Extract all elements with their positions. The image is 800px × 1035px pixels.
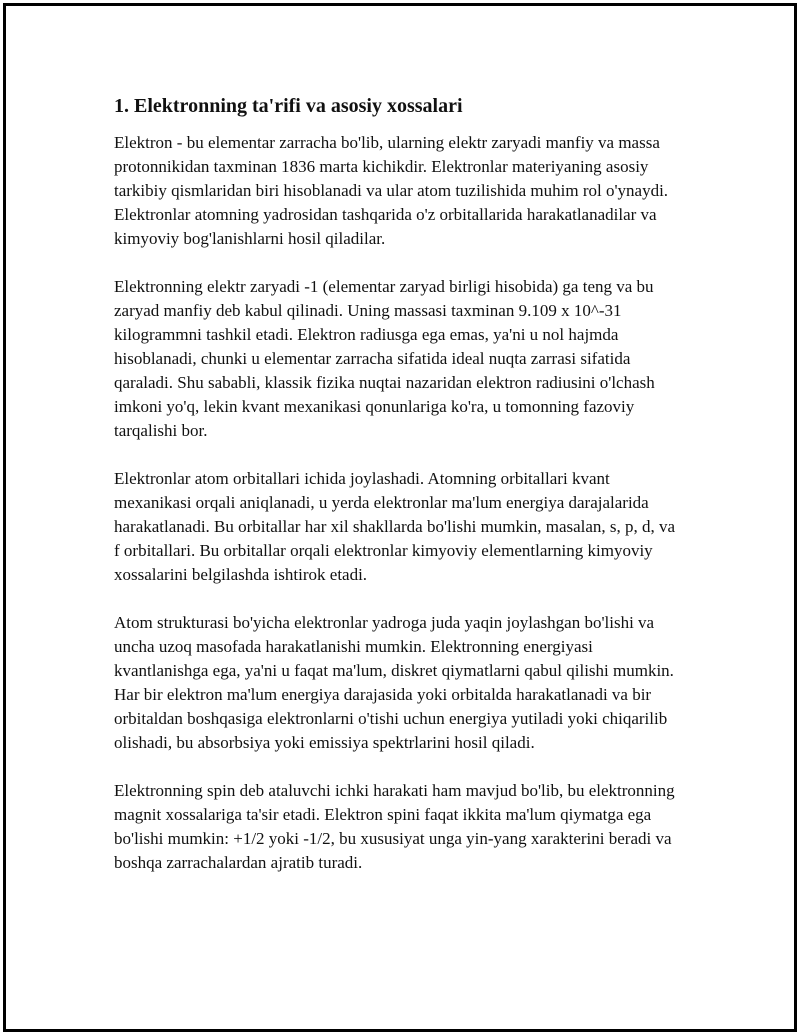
- paragraph-orbitals: Elektronlar atom orbitallari ichida joylashadi. Atomning orbitallari kvant mexanikasi orqali aniqlanadi, u yerda elektronlar ma'lum energiya darajalarida harakatlanadi. Bu orbitallar har xil shakllarda bo'lishi mumkin, masalan, s, p, d, va f orbitallari. Bu orbitallar orqali elektronlar kimyoviy elementlarning kimyoviy xossalarini belgilashda ishtirok etadi.: [114, 469, 676, 584]
- paragraph-definition: Elektron - bu elementar zarracha bo'lib, ularning elektr zaryadi manfiy va massa protonnikidan taxminan 1836 marta kichikdir. Elektronlar materiyaning asosiy tarkibiy qismlaridan biri hisoblanadi va ular atom tuzilishida muhim rol o'ynaydi. Elektronlar atomning yadrosidan tashqarida o'z orbitallarida harakatlanadilar va kimyoviy bog'lanishlarni hosil qiladilar.: [114, 133, 669, 248]
- paragraph-charge-mass: Elektronning elektr zaryadi -1 (elementar zaryad birligi hisobida) ga teng va bu zaryad manfiy deb kabul qilinadi. Uning massasi taxminan 9.109 x 10^-31 kilogrammni tashkil etadi. Elektron radiusga ega emas, ya'ni u nol hajmda hisoblanadi, chunki u elementar zarracha sifatida ideal nuqta zarrasi sifatida qaraladi. Shu sababli, klassik fizika nuqtai nazaridan elektron radiusini o'lchash imkoni yo'q, lekin kvant mexanikasi qonunlariga ko'ra, u tomonning fazoviy tarqalishi bor.: [114, 277, 655, 440]
- document-body: [114, 94, 684, 899]
- paragraph-energy-levels: Atom strukturasi bo'yicha elektronlar yadroga juda yaqin joylashgan bo'lishi va uncha uzoq masofada harakatlanishi mumkin. Elektronning energiyasi kvantlanishga ega, ya'ni u faqat ma'lum, diskret qiymatlarni qabul qilishi mumkin. Har bir elektron ma'lum energiya darajasida yoki orbitalda harakatlanadi va bir orbitaldan boshqasiga elektronlarni o'tishi uchun energiya yutiladi yoki chiqarilib olishadi, bu absorbsiya yoki emissiya spektrlarini hosil qiladi.: [114, 613, 674, 752]
- section-heading: 1. Elektronning ta'rifi va asosiy xossalari: [114, 95, 463, 117]
- paragraph-spin: Elektronning spin deb ataluvchi ichki harakati ham mavjud bo'lib, bu elektronning magnit xossalariga ta'sir etadi. Elektron spini faqat ikkita ma'lum qiymatga ega bo'lishi mumkin: +1/2 yoki -1/2, bu xususiyat unga yin-yang xarakterini beradi va boshqa zarrachalardan ajratib turadi.: [114, 781, 675, 872]
